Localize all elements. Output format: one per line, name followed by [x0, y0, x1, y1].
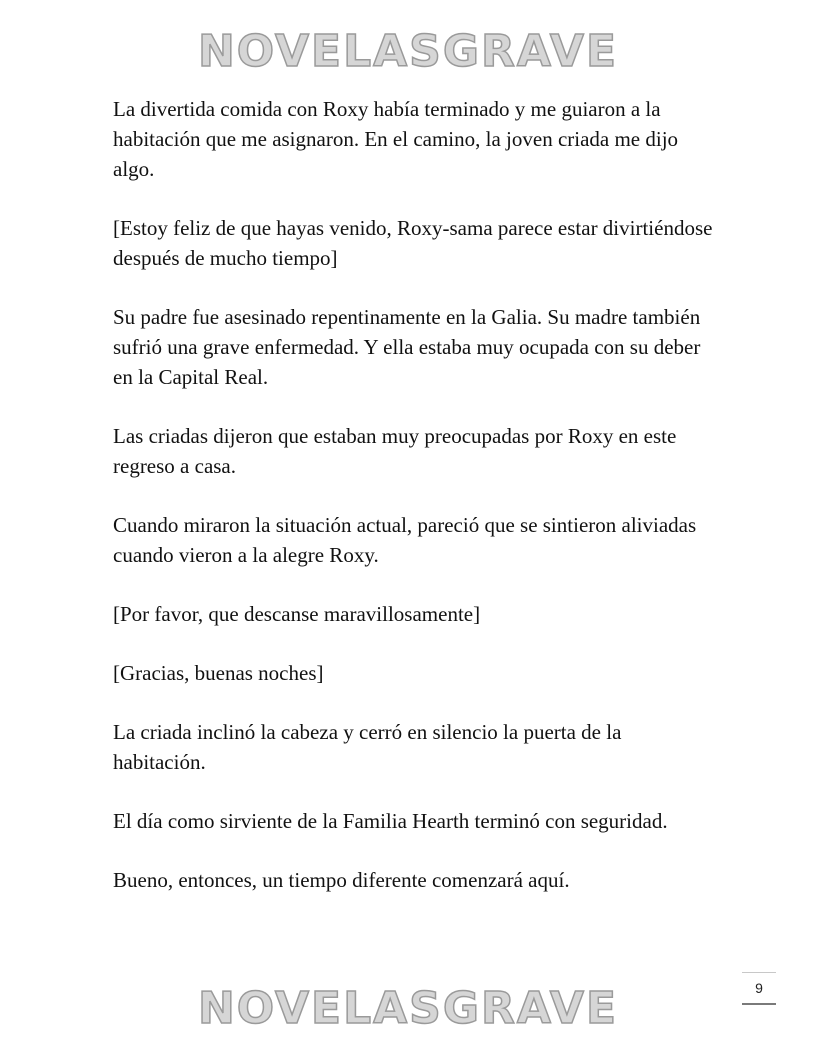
paragraph-1: La divertida comida con Roxy había terminado y me guiaron a la habitación que me asignaron. En el camino, la joven criada me dijo algo. — [113, 97, 679, 181]
paragraph-8: La criada inclinó la cabeza y cerró en silencio la puerta de la habitación. — [113, 720, 622, 774]
paragraph-6: [Por favor, que descanse maravillosamente] — [113, 602, 481, 626]
paragraph-10: Bueno, entonces, un tiempo diferente comenzará aquí. — [113, 868, 570, 892]
watermark-footer: NOVELASGRAVE — [197, 983, 619, 1034]
paragraph-7: [Gracias, buenas noches] — [113, 661, 324, 685]
paragraph-3: Su padre fue asesinado repentinamente en la Galia. Su madre también sufrió una grave enfermedad. Y ella estaba muy ocupada con su deber en la Capital Real. — [113, 305, 701, 389]
paragraph-9: El día como sirviente de la Familia Hearth terminó con seguridad. — [113, 809, 668, 833]
page-body — [113, 94, 713, 924]
page-number: 9 — [742, 972, 776, 1005]
paragraph-2: [Estoy feliz de que hayas venido, Roxy-sama parece estar divirtiéndose después de mucho tiempo] — [113, 216, 713, 270]
paragraph-4: Las criadas dijeron que estaban muy preocupadas por Roxy en este regreso a casa. — [113, 424, 677, 478]
watermark-header: NOVELASGRAVE — [197, 26, 619, 77]
paragraph-5: Cuando miraron la situación actual, pareció que se sintieron aliviadas cuando vieron a la alegre Roxy. — [113, 513, 697, 567]
